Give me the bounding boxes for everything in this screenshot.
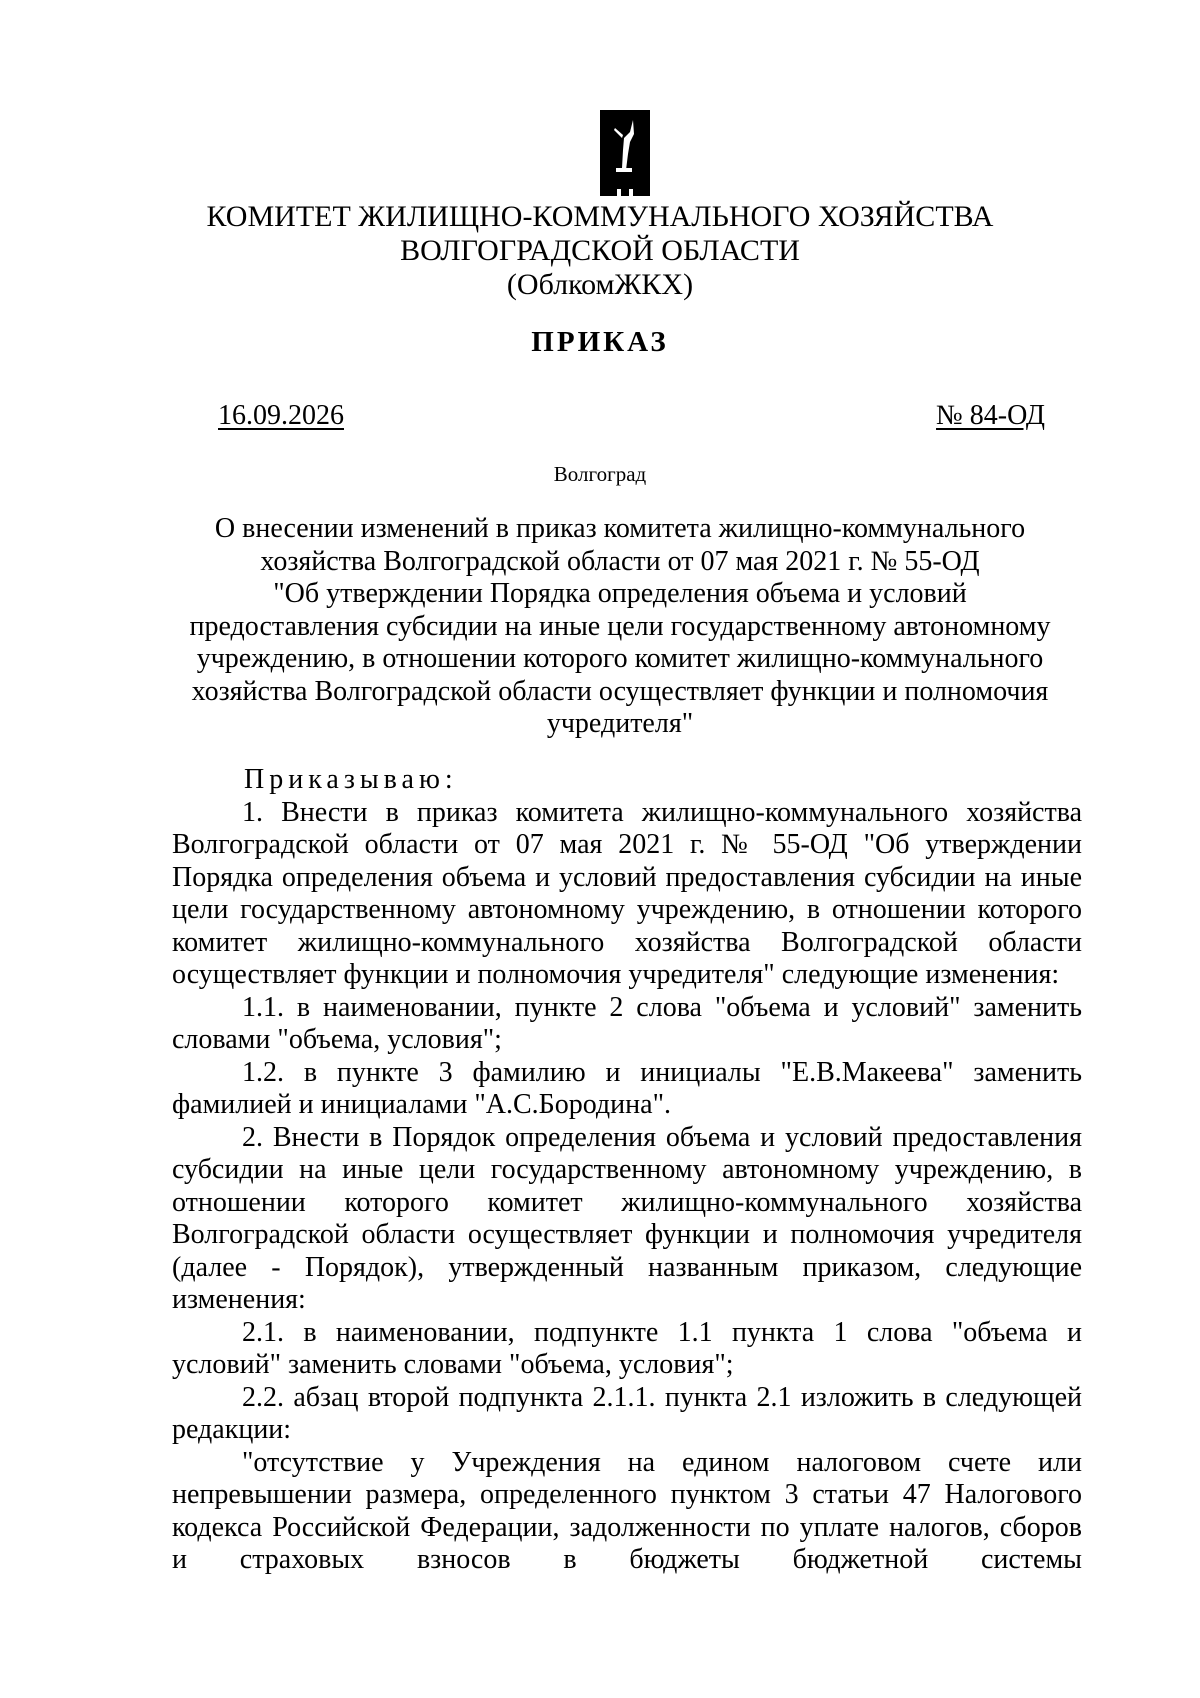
subject-line: "Об утверждении Порядка определения объема и условий	[273, 578, 967, 609]
paragraph-1-1: 1.1. в наименовании, пункте 2 слова "объема и условий" заменить словами "объема, условия";	[172, 991, 1082, 1055]
order-body	[172, 764, 1082, 1577]
org-name-line1: КОМИТЕТ ЖИЛИЩНО-КОММУНАЛЬНОГО ХОЗЯЙСТВА	[206, 200, 994, 233]
org-short-name: (ОблкомЖКХ)	[506, 268, 694, 301]
order-date: 16.09.2026	[218, 400, 344, 431]
city-name: Волгоград	[553, 462, 647, 486]
coat-of-arms-icon	[600, 110, 650, 196]
subject-line: О внесении изменений в приказ комитета жилищно-коммунального	[214, 513, 1026, 544]
subject-line: предоставления субсидии на иные цели государственному автономному	[189, 610, 1051, 642]
order-word: Приказываю:	[244, 764, 458, 795]
paragraph-1-2: 1.2. в пункте 3 фамилию и инициалы "Е.В.Макеева" заменить фамилией и инициалами "А.С.Бородина".	[172, 1056, 1082, 1120]
paragraph-1: 1. Внести в приказ комитета жилищно-коммунального хозяйства Волгоградской области от 07 мая 2021 г. № 55-ОД "Об утверждении Порядка определения объема и условий предоставления субсидии на иные цели государственному автономному учреждению, в отношении которого комитет жилищно-коммунального хозяйства Волгоградской области осуществляет функции и полномочия учредителя" следующие изменения:	[172, 796, 1082, 990]
paragraph-2-1: 2.1. в наименовании, подпункте 1.1 пункта 1 слова "объема и условий" заменить словами "объема, условия";	[172, 1316, 1082, 1380]
order-subject	[180, 513, 1060, 741]
paragraph-2: 2. Внести в Порядок определения объема и условий предоставления субсидии на иные цели государственному автономному учреждению, в отношении которого комитет жилищно-коммунального хозяйства Волгоградской области осуществляет функции и полномочия учредителя (далее - Порядок), утвержденный названным приказом, следующие изменения:	[172, 1121, 1082, 1315]
org-name-line2: ВОЛГОГРАДСКОЙ ОБЛАСТИ	[400, 234, 800, 267]
subject-line: хозяйства Волгоградской области от 07 мая 2021 г. № 55-ОД	[260, 545, 980, 577]
subject-line: хозяйства Волгоградской области осуществляет функции и полномочия	[191, 675, 1049, 707]
order-number: № 84-ОД	[936, 400, 1045, 431]
quoted-paragraph: "отсутствие у Учреждения на едином налоговом счете или непревышении размера, определенного пунктом 3 статьи 47 Налогового кодекса Российской Федерации, задолженности по уплате налогов, сборов и страховых взносов в бюджеты бюджетной системы	[172, 1446, 1082, 1575]
document-type-title: ПРИКАЗ	[531, 326, 669, 358]
paragraph-2-2: 2.2. абзац второй подпункта 2.1.1. пункта 2.1 изложить в следующей редакции:	[172, 1381, 1082, 1445]
subject-line: учреждению, в отношении которого комитет жилищно-коммунального	[196, 643, 1044, 674]
subject-line: учредителя"	[546, 708, 694, 739]
